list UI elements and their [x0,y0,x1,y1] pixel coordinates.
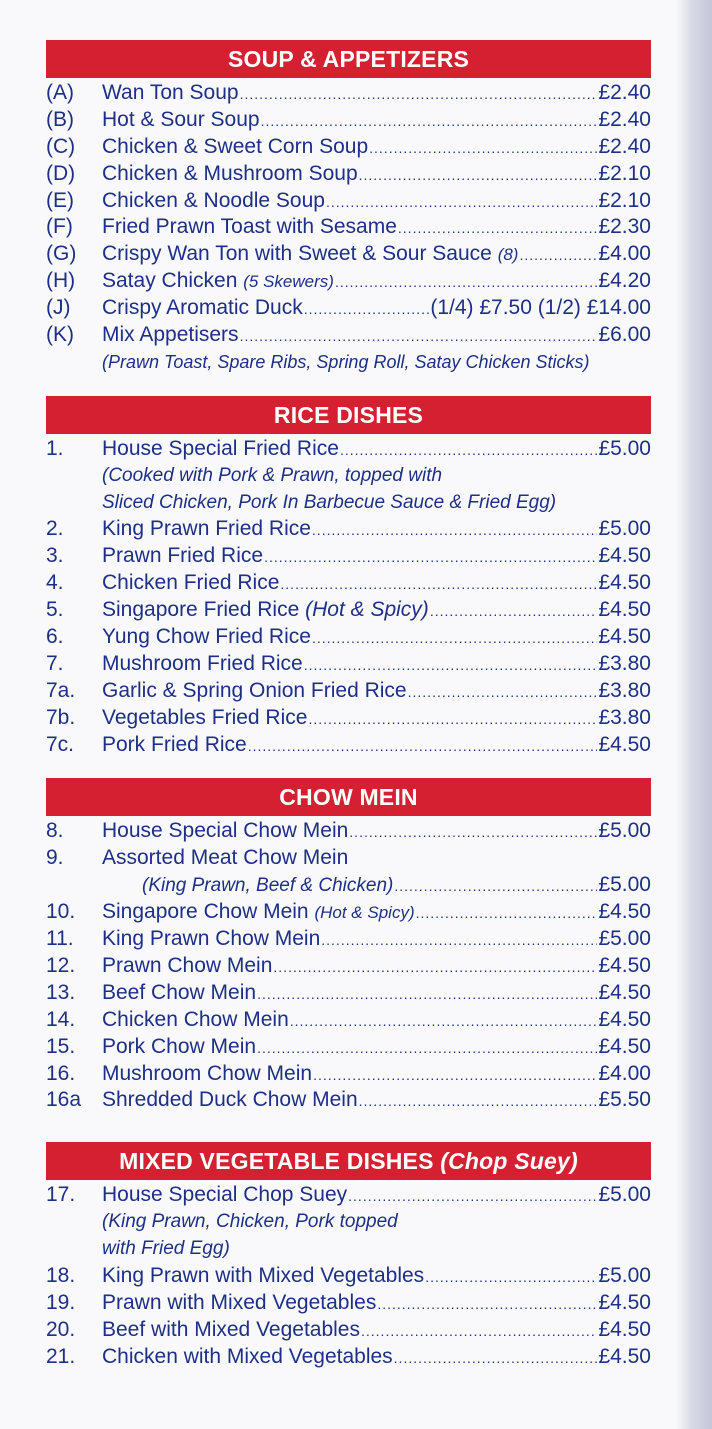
item-price: £4.50 [598,900,651,924]
leader-dots [308,706,597,733]
item-price: £4.50 [598,980,651,1004]
section-title-italic: (Chop Suey) [440,1148,578,1175]
item-code: (G) [46,242,77,266]
menu-item [46,241,651,268]
item-price: £5.00 [598,436,651,460]
leader-dots [408,679,598,706]
item-price: £2.40 [598,81,651,104]
item-name: House Special Fried Rice [102,436,339,460]
item-description [46,1209,651,1236]
leader-dots [340,437,598,464]
menu-item [46,1182,651,1209]
item-name: Yung Chow Fried Rice [102,625,311,649]
leader-dots [280,571,597,598]
item-name: Wan Ton Soup [102,81,239,104]
item-name: Assorted Meat Chow Mein [102,846,349,870]
section-title: MIXED VEGETABLE DISHES [119,1148,434,1175]
item-price: £4.50 [598,1317,651,1341]
item-name: Crispy Wan Ton with Sweet & Sour Sauce [102,242,492,266]
leader-dots [273,954,597,981]
item-code: 9. [46,846,64,870]
item-price: £3.80 [598,705,651,729]
description-text: (King Prawn, Chicken, Pork topped [102,1211,398,1233]
item-price: £4.50 [598,1344,651,1368]
item-code: 15. [46,1034,76,1058]
item-name: Chicken Chow Mein [102,1007,289,1031]
item-name: Chicken & Mushroom Soup [102,161,358,185]
item-description [46,463,651,490]
menu-item [46,436,651,463]
item-name: Chicken & Sweet Corn Soup [102,134,369,158]
leader-dots [321,927,597,954]
leader-dots [361,1318,597,1345]
item-code: 12. [46,953,76,977]
item-name: Chicken & Noodle Soup [102,188,325,212]
item-code: 6. [46,625,64,649]
item-name: Shredded Duck Chow Mein [102,1088,358,1112]
menu-item [46,818,651,845]
leader-dots [304,652,598,679]
leader-dots [416,900,598,927]
leader-dots [261,108,598,135]
item-name: Singapore Chow Mein [102,900,309,924]
item-code: 10. [46,900,76,924]
item-name: Pork Chow Mein [102,1034,257,1058]
section-header: RICE DISHES [46,396,651,434]
item-code: 7c. [46,732,75,756]
item-price: £4.50 [598,598,651,622]
menu-item [46,953,651,980]
item-description [46,490,651,517]
item-price: £4.50 [598,953,651,977]
menu-item [46,516,651,543]
item-price: £4.00 [598,242,651,266]
item-name: Prawn Fried Rice [102,544,264,568]
item-name: Mix Appetisers [102,323,239,347]
item-code: 21. [46,1344,76,1368]
item-sub: (King Prawn, Beef & Chicken) [142,875,394,897]
leader-dots [377,1291,597,1318]
item-note: (Hot & Spicy) [314,903,415,923]
menu-item [46,570,651,597]
item-price: £2.40 [598,107,651,131]
item-name: Chicken with Mixed Vegetables [102,1344,393,1368]
item-code: 18. [46,1263,76,1287]
leader-dots [359,162,598,189]
item-price: £4.50 [598,544,651,568]
item-code: (F) [46,215,73,239]
section-mixed-vegetable-dishes [46,1142,651,1370]
item-name: Garlic & Spring Onion Fried Rice [102,678,407,702]
item-code: 20. [46,1317,76,1341]
menu-item [46,80,651,107]
menu-item [46,214,651,241]
item-price: £6.00 [598,323,651,347]
item-price: £2.30 [598,215,651,239]
leader-dots [312,517,598,544]
item-price: £5.00 [598,873,651,897]
item-name: Hot & Sour Soup [102,107,260,131]
leader-dots [257,981,597,1008]
item-price: £4.20 [598,269,651,293]
item-code: 2. [46,517,64,541]
item-price: £4.50 [598,732,651,756]
menu-item [46,1344,651,1371]
section-soup-appetizers [46,40,651,376]
leader-dots [240,81,598,108]
leader-dots [348,1183,597,1210]
item-name: Prawn Chow Mein [102,953,273,977]
item-name: Fried Prawn Toast with Sesame [102,215,397,239]
item-name: King Prawn Fried Rice [102,517,311,541]
section-chow-mein [46,778,651,1114]
item-note: (5 Skewers) [243,272,334,292]
leader-dots [264,544,597,571]
item-price: £3.80 [598,678,651,702]
item-note: (Hot & Spicy) [305,598,429,622]
item-price: £5.00 [598,517,651,541]
section-header: CHOW MEIN [46,778,651,816]
item-code: 7b. [46,705,76,729]
item-price: £5.00 [598,1263,651,1287]
menu-item [46,107,651,134]
leader-dots [312,625,598,652]
leader-dots [394,873,597,900]
item-name: House Special Chow Mein [102,819,349,843]
leader-dots [425,1264,597,1291]
item-price: £3.80 [598,651,651,675]
item-name: Mushroom Fried Rice [102,651,303,675]
leader-dots [257,1035,597,1062]
description-text: (Prawn Toast, Spare Ribs, Spring Roll, Satay Chicken Sticks) [102,351,590,372]
description-text: with Fried Egg) [102,1238,230,1260]
menu-item [46,624,651,651]
menu-item [46,543,651,570]
item-code: 4. [46,571,64,595]
menu-item [46,1034,651,1061]
item-name: Chicken Fried Rice [102,571,280,595]
item-code: 17. [46,1183,76,1207]
menu-item [46,732,651,759]
leader-dots [335,269,598,296]
item-code: (H) [46,269,76,293]
leader-dots [240,323,598,350]
leader-dots [398,215,598,242]
item-price: £4.50 [598,1034,651,1058]
item-name: House Special Chop Suey [102,1183,348,1207]
section-header: SOUP & APPETIZERS [46,40,651,78]
item-name: King Prawn Chow Mein [102,927,321,951]
item-code: (K) [46,323,74,347]
page-fold-shadow [676,0,712,1429]
item-name: King Prawn with Mixed Vegetables [102,1263,425,1287]
item-code: 3. [46,544,64,568]
item-code: 19. [46,1290,76,1314]
leader-dots [430,598,598,625]
item-code: 8. [46,819,64,843]
item-price: £4.50 [598,571,651,595]
item-price: £5.00 [598,927,651,951]
item-code: (E) [46,188,74,212]
item-code: 5. [46,598,64,622]
menu-item [46,980,651,1007]
item-name: Singapore Fried Rice [102,598,300,622]
menu-item [46,899,651,926]
item-code: 7a. [46,678,76,702]
item-name: Beef Chow Mein [102,980,257,1004]
leader-dots [394,1345,598,1372]
leader-dots [304,296,430,323]
menu-item [46,678,651,705]
section-rice-dishes [46,396,651,759]
item-name: Prawn with Mixed Vegetables [102,1290,377,1314]
item-code: 1. [46,436,64,460]
item-price: £2.10 [598,188,651,212]
menu-item [46,651,651,678]
leader-dots [326,189,597,216]
item-code: (A) [46,81,74,104]
menu-item [46,1290,651,1317]
menu-item [46,1263,651,1290]
item-price: (1/4) £7.50 (1/2) £14.00 [430,296,651,320]
menu-item [46,322,651,349]
description-text: Sliced Chicken, Pork In Barbecue Sauce & Fried Egg) [102,491,557,513]
leader-dots [359,1088,598,1115]
item-price: £4.00 [598,1061,651,1085]
item-price: £2.10 [598,161,651,185]
menu-item [46,188,651,215]
item-name: Crispy Aromatic Duck [102,296,303,320]
item-description [46,1236,651,1263]
item-price: £5.50 [598,1088,651,1112]
item-code: 16. [46,1061,76,1085]
menu-item [46,295,651,322]
item-description [46,349,651,376]
item-code: (J) [46,296,71,320]
menu-page [46,40,651,1391]
description-text: (Cooked with Pork & Prawn, topped with [102,464,443,486]
leader-dots [519,242,597,269]
item-price: £2.40 [598,134,651,158]
item-name: Satay Chicken [102,269,238,293]
item-price: £4.50 [598,1007,651,1031]
item-price: £5.00 [598,819,651,843]
item-code: (D) [46,161,76,185]
leader-dots [290,1008,598,1035]
item-name: Pork Fried Rice [102,732,247,756]
item-code: (B) [46,107,74,131]
item-name: Mushroom Chow Mein [102,1061,313,1085]
menu-item [46,705,651,732]
leader-dots [248,733,598,760]
menu-item-subline [46,872,651,899]
menu-item [46,268,651,295]
item-code: 13. [46,980,76,1004]
item-code: 7. [46,651,64,675]
menu-item [46,1317,651,1344]
item-code: 16a [46,1088,82,1112]
item-name: Beef with Mixed Vegetables [102,1317,360,1341]
item-name: Vegetables Fried Rice [102,705,308,729]
menu-item [46,1061,651,1088]
menu-item [46,1007,651,1034]
menu-item [46,597,651,624]
item-price: £4.50 [598,625,651,649]
item-price: £5.00 [598,1183,651,1207]
leader-dots [349,819,597,846]
item-note: (8) [497,245,519,265]
item-code: 11. [46,927,74,951]
menu-item [46,845,651,872]
leader-dots [313,1062,597,1089]
menu-item [46,161,651,188]
menu-item [46,1087,651,1114]
item-price: £4.50 [598,1290,651,1314]
item-code: (C) [46,134,76,158]
leader-dots [369,135,597,162]
item-code: 14. [46,1007,76,1031]
section-header [46,1142,651,1180]
menu-item [46,926,651,953]
menu-item [46,134,651,161]
